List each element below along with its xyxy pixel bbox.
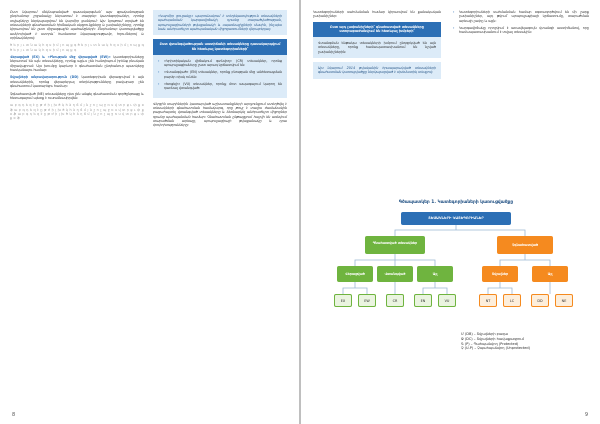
heading-text: կատեգորիաները ներառում են այն տեսակները, որոնք այլևս չեն հանդիպում իրենց բնական միջավայրում: Այս խումբը կարևոր է գնահատման ընդհանուր պատկերը հասկանալու համար: [10,55,145,73]
criteria-header: Ըստ այդ չափանիշների՝ գնահատված տեսակները ստորաբաժանվում են հետևյալ խմբերի՝ [313,22,441,37]
legend-item: Ջ (DC) – Տվյալների հավաքագրում [461,336,524,341]
figure-title: Գծապատկեր 1. Կատեգորիաների կառուցվածքը [398,200,514,205]
diagram-leaf: DD [531,294,549,307]
figure-note-box: Այս նկարում 2014 թվականին հրապարակված տեսակների գնահատման կառուցվածքը ներկայացված է սխեմատիկ տեսքով: [313,62,441,79]
diagram-leaf: VU [438,294,456,307]
left-page [0,0,299,424]
arrow-icon: › [158,81,160,86]
diagram-leaf: NT [479,294,497,307]
diagram-leaf: NE [555,294,573,307]
diagram-orange-child: Տվյալներ [482,266,518,282]
arrow-icon: › [453,26,455,31]
left-col-2 [153,10,287,131]
diagram-leaf: EN [414,294,432,307]
arrow-icon: › [158,70,160,75]
diagram-leaf: EW [358,294,376,307]
list-item: › «Վտանգված» (EN) տեսակներ, որոնք բնության մեջ անհետացման բարձր ռիսկ ունեն: [158,70,282,79]
heading-paragraph [10,55,144,72]
page-number-right: 9 [584,412,588,418]
right-intro: Կատեգորիաների սահմանման համար կիրառվում են քանակական չափանիշներ: [313,10,441,19]
filler-text: ծ ե ր յ ւ տ ն ա կ հ զ ս ի մ լ ո պ ք գ ծ ե ր յ ւ տ ն ա կ հ զ ս ի մ լ ո պ ք գ ծ ե ր յ ւ տ ն ա կ հ զ ս ի մ լ ո պ ք գ [10,43,144,52]
legend-item: Գ (P) – Պահպանվող (Protected) [461,341,519,346]
diagram-green-child: Վտանգված [377,266,413,282]
categories-header: Ըստ վտանգվածության աստիճանի տեսակները դասակարգվում են հետևյալ կատեգորիաների՝ [153,39,287,54]
diagram-leaf: EX [334,294,352,307]
diagram-orange-node: Չգնահատված [497,236,553,254]
category-diagram [325,210,587,326]
paragraph-c: Չգնահատված (NE) տեսակները դեռ չեն անցել գնահատման գործընթացը և հետագայում պետք է ուսումնասիրվեն: [10,91,144,100]
right-col-1 [313,10,441,83]
list-item: › Կարգավիճակը որոշվում է առավելագույն վտանգի աստիճանով, որը համապատասխանում է տվյալ տեսակին: [453,26,589,35]
filler-text: ա բ գ դ ե զ է ը թ ժ ի լ խ ծ կ հ ձ ղ ճ մ յ ն շ ո չ պ ջ ռ ս վ տ ր ց ւ փ ք օ ֆ ա բ գ դ ե զ է ը թ ժ ի լ խ ծ կ հ ձ ղ ճ մ յ ն շ ո չ պ ջ ռ ս վ տ ր ց ւ փ ք օ ֆ ա բ գ դ ե զ է ը թ ժ ի լ խ ծ կ հ ձ ղ ճ մ յ ն շ ո չ պ ջ ռ ս վ տ ր ց ւ փ ք օ ֆ [10,103,144,121]
list-item: › «Խոցելի» (VU) տեսակներ, որոնք մոտ ապագայում կարող են դառնալ վտանգված: [158,81,282,91]
italic-block: Վերջին տարիներին կատարված աշխատանքների արդյունքում ստեղծվել է տեսակների գնահատման համակարգ, որը թույլ է տալիս ժամանակին բացահայտել վտանգված տեսակները և ձեռնարկել անհրաժեշտ միջոցներ դրանց պահպանման համար: Գնահատման ընթացքում հաշվի են առնվում տարածման արեալը, պոպուլյացիայի թվաքանակը և դրա փոփոխությունները: [153,101,287,128]
diagram-top-node: ՏԵՍԱԿՆԵՐԻ ԿԱՏԵԳՈՐԻԱՆԵՐ [401,212,511,225]
note-box: «Կարմիր ցուցակը» պարունակում է տեղեկատվություն տեսակների պահպանման կարգավիճակի, դրանց տարածվածության, պոպուլյացիաների թվաքանակի և սպառնալիքների մասին, ինչպես նաև անհրաժեշտ պահպանական միջոցառումների վերաբերյալ: [153,10,287,35]
diagram-green-node: Գնահատված տեսակներ [365,236,425,254]
paragraph-b-lead: Տվյալների անբավարարություն (DD) [10,75,79,80]
left-col-1 [10,10,144,124]
diagram-leaf: LC [503,294,521,307]
diagram-leaf: CR [386,294,404,307]
arrow-icon: › [453,10,455,14]
legend-item: Չ (U-P) – Չպահպանվող (Unprotected) [461,346,531,351]
paragraph-b [10,75,144,88]
diagram-orange-child: Այլ [532,266,568,282]
criteria-body: Վտանգման ենթակա տեսակների խմբում ընդգրկված են այն տեսակները, որոնք համապատասխանում են նշված չափանիշներին: [313,37,441,58]
diagram-green-child: Այլ [417,266,453,282]
diagram-legend [461,332,589,351]
legend-item: Մ (DB) – Տվյալների բազա [461,332,508,336]
diagram-green-child: Վերացված [337,266,373,282]
criteria-list [453,10,589,35]
page-number-left: 8 [12,412,16,418]
arrow-icon: › [158,58,160,63]
categories-list [153,55,287,98]
list-item: › Կատեգորիաների սահմանման համար օգտագործվում են մի շարք չափանիշներ, այդ թվում՝ պոպուլյացիայի կրճատումը, տարածման արեալի չափը և այլն: [453,10,589,23]
heading-lead: Վերացված (EX) և «Բնության մեջ վերացված (EW)» [10,55,111,60]
intro-paragraph: Ըստ նկարում մեկնաբանված դասակարգման՝ այս գրականության ընդհանուր շրջանակը ներառում է տարբեր կատեգորիաներ, որոնց տվյալները ներկայացվում են կարմիր ցանկում: Այս նյութում տրված են տեսակների գնահատման հիմնական սկզբունքները և չափանիշները, որոնք կիրառվում են ըստ միջազգային պահանջների: Ընդհանուր կառուցվածքը ամփոփված է ստորև՝ համառոտ նկարագրությամբ, հղումներով և օրինակներով: [10,10,144,41]
paragraph-b-text: կատեգորիան վերագրվում է այն տեսակներին, որոնց վերաբերյալ տեղեկությունները բավարար չեն գնահատում կատարելու համար: [10,75,144,89]
list-item: › «Կրիտիկական վիճակում գտնվող» (CR) տեսակներ, որոնց պոպուլյացիաները շատ արագ կրճատվում են: [158,58,282,67]
right-col-2 [453,10,589,38]
right-page [301,0,600,424]
